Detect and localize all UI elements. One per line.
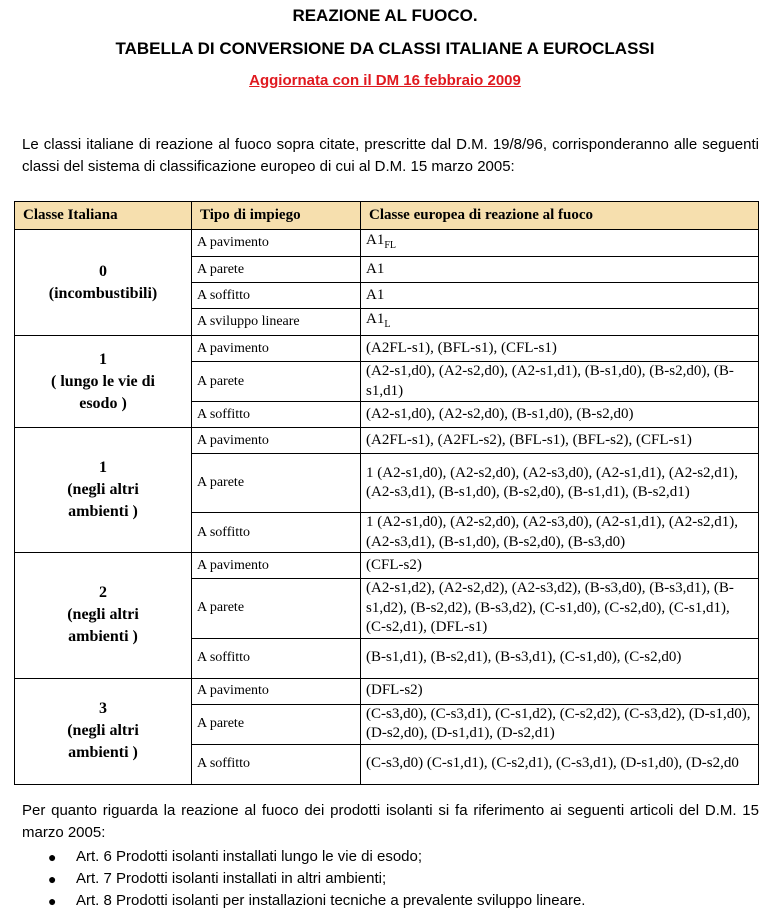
header-italian-class: Classe Italiana	[15, 202, 192, 230]
euro-class-cell: 1 (A2-s1,d0), (A2-s2,d0), (A2-s3,d0), (A2-s1,d1), (A2-s2,d1), (A2-s3,d1), (B-s1,d0), (B-s2,d0), (B-s3,d0)	[361, 513, 759, 553]
articles-list	[0, 846, 770, 912]
class-number: 2	[99, 584, 107, 602]
table-row	[15, 336, 759, 362]
usage-cell: A soffitto	[192, 402, 361, 428]
table-row	[15, 428, 759, 454]
usage-cell: A sviluppo lineare	[192, 309, 361, 336]
bullet-icon: ●	[48, 893, 57, 909]
usage-cell: A pavimento	[192, 230, 361, 257]
list-item	[0, 846, 770, 868]
usage-cell: A pavimento	[192, 553, 361, 579]
class-number: 1	[99, 459, 107, 476]
usage-cell: A parete	[192, 362, 361, 402]
euro-class-cell: (A2FL-s1), (A2FL-s2), (BFL-s1), (BFL-s2), (CFL-s1)	[361, 428, 759, 454]
usage-cell: A parete	[192, 579, 361, 639]
euro-class-main: A1	[366, 231, 385, 248]
page-subtitle: TABELLA DI CONVERSIONE DA CLASSI ITALIANE A EUROCLASSI	[115, 39, 655, 58]
bullet-icon: ●	[48, 849, 57, 865]
usage-cell: A pavimento	[192, 678, 361, 704]
header-usage-type: Tipo di impiego	[192, 202, 361, 230]
table-row	[15, 678, 759, 704]
usage-cell: A pavimento	[192, 336, 361, 362]
class-description: (negli altri ambienti )	[67, 481, 139, 520]
page-title: REAZIONE AL FUOCO.	[292, 6, 478, 25]
table-header-row	[15, 202, 759, 230]
euro-class-cell: (C-s3,d0), (C-s3,d1), (C-s1,d2), (C-s2,d2), (C-s3,d2), (D-s1,d0), (D-s2,d0), (D-s1,d1), (D-s2,d1)	[361, 704, 759, 744]
list-item-text: Art. 8 Prodotti isolanti per installazioni tecniche a prevalente sviluppo lineare.	[76, 892, 586, 909]
class-number: 3	[99, 700, 107, 717]
euro-class-cell: A1	[361, 257, 759, 283]
euro-class-cell: (CFL-s2)	[361, 553, 759, 579]
list-item	[0, 868, 770, 890]
euro-class-cell: (C-s3,d0) (C-s1,d1), (C-s2,d1), (C-s3,d1), (D-s1,d0), (D-s2,d0	[361, 744, 759, 784]
euro-class-cell	[361, 309, 759, 336]
list-item-text: Art. 6 Prodotti isolanti installati lungo le vie di esodo;	[76, 848, 423, 865]
euro-class-sub: L	[384, 318, 391, 330]
euro-class-cell: A1	[361, 283, 759, 309]
update-note: Aggiornata con il DM 16 febbraio 2009	[249, 72, 521, 89]
outro-paragraph: Per quanto riguarda la reazione al fuoco dei prodotti isolanti si fa riferimento ai seguenti articoli del D.M. 15 marzo 2005:	[22, 802, 759, 841]
euro-class-cell	[361, 230, 759, 257]
class-description: ( lungo le vie di esodo )	[50, 372, 155, 412]
class-description: (negli altri ambienti )	[67, 722, 139, 761]
list-item-text: Art. 7 Prodotti isolanti installati in altri ambienti;	[76, 870, 387, 887]
euro-class-cell: (A2-s1,d2), (A2-s2,d2), (A2-s3,d2), (B-s3,d0), (B-s3,d1), (B-s1,d2), (B-s2,d2), (B-s3,d2), (C-s1,d0), (C-s2,d0), (C-s1,d1), (C-s2,d1), (DFL-s1)	[361, 579, 759, 639]
class-number: 1	[99, 350, 107, 368]
usage-cell: A parete	[192, 704, 361, 744]
italian-class-cell	[15, 428, 192, 553]
conversion-table	[14, 201, 759, 785]
usage-cell: A parete	[192, 454, 361, 513]
table-row	[15, 230, 759, 257]
italian-class-cell	[15, 230, 192, 336]
class-description: (incombustibili)	[48, 284, 158, 302]
list-item	[0, 890, 770, 912]
table-row	[15, 553, 759, 579]
italian-class-cell	[15, 678, 192, 784]
euro-class-sub: FL	[384, 239, 397, 251]
italian-class-cell	[15, 553, 192, 679]
usage-cell: A soffitto	[192, 638, 361, 678]
class-description: (negli altri ambienti )	[67, 606, 139, 646]
header-euro-class: Classe europea di reazione al fuoco	[361, 202, 759, 230]
usage-cell: A pavimento	[192, 428, 361, 454]
euro-class-cell: (DFL-s2)	[361, 678, 759, 704]
euro-class-cell: (B-s1,d1), (B-s2,d1), (B-s3,d1), (C-s1,d0), (C-s2,d0)	[361, 638, 759, 678]
bullet-icon: ●	[48, 871, 57, 887]
italian-class-cell	[15, 336, 192, 428]
euro-class-cell: (A2-s1,d0), (A2-s2,d0), (B-s1,d0), (B-s2,d0)	[361, 402, 759, 428]
class-number: 0	[99, 262, 107, 280]
euro-class-cell: (A2FL-s1), (BFL-s1), (CFL-s1)	[361, 336, 759, 362]
euro-class-cell: (A2-s1,d0), (A2-s2,d0), (A2-s1,d1), (B-s1,d0), (B-s2,d0), (B-s1,d1)	[361, 362, 759, 402]
usage-cell: A soffitto	[192, 744, 361, 784]
euro-class-cell: 1 (A2-s1,d0), (A2-s2,d0), (A2-s3,d0), (A2-s1,d1), (A2-s2,d1), (A2-s3,d1), (B-s1,d0), (B-s2,d0), (B-s1,d1), (B-s2,d1)	[361, 454, 759, 513]
usage-cell: A soffitto	[192, 283, 361, 309]
usage-cell: A soffitto	[192, 513, 361, 553]
intro-paragraph: Le classi italiane di reazione al fuoco sopra citate, prescritte dal D.M. 19/8/96, corrisponderanno alle seguenti classi del sistema di classificazione europeo di cui al D.M. 15 marzo 2005:	[22, 136, 759, 175]
euro-class-main: A1	[366, 310, 385, 327]
usage-cell: A parete	[192, 257, 361, 283]
